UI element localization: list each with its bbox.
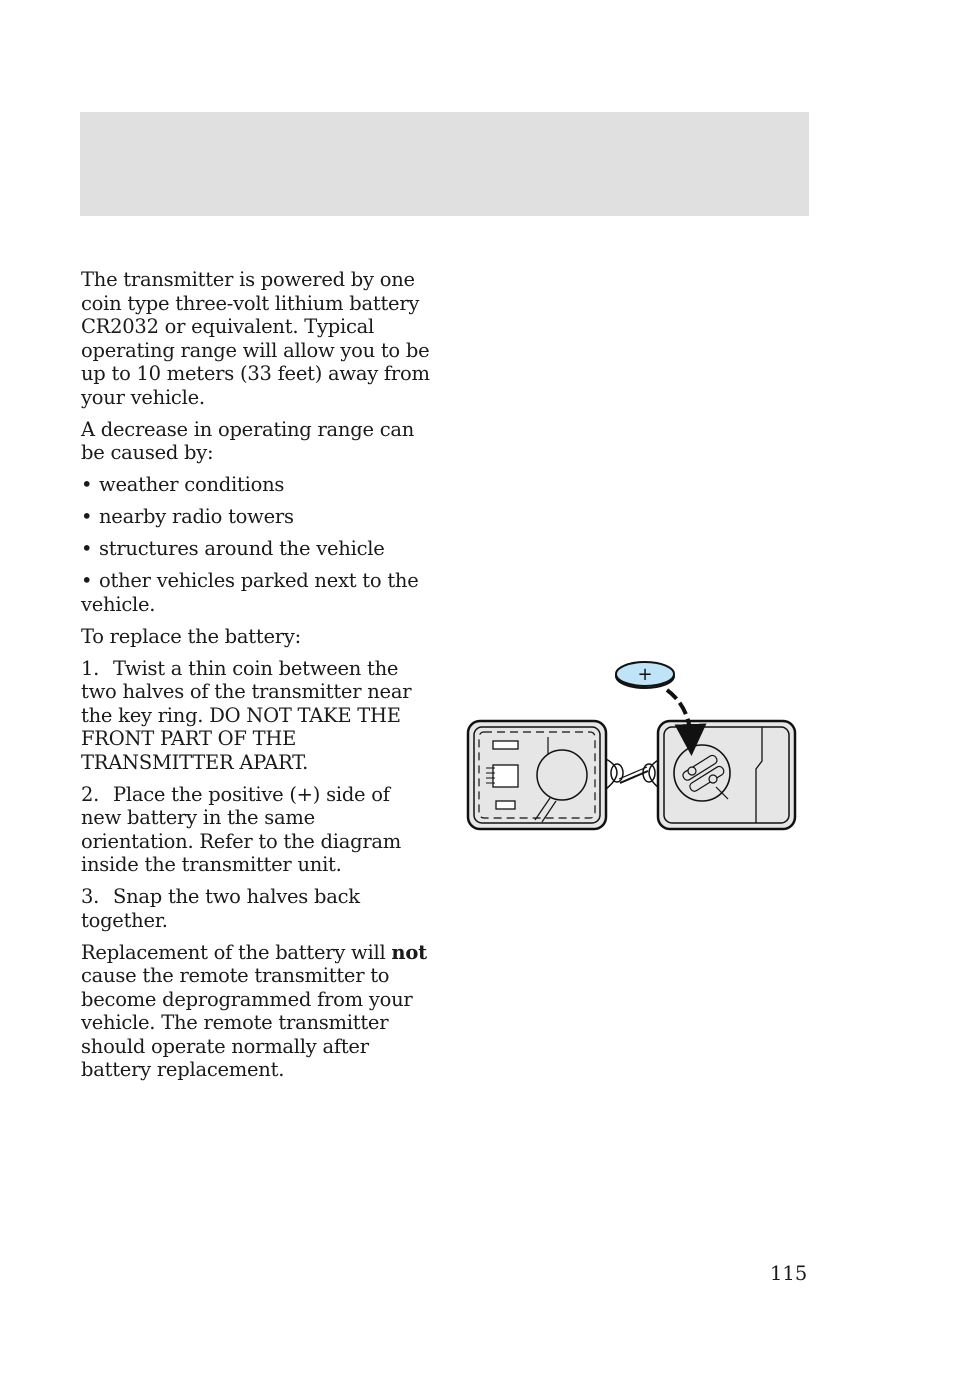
emphasis-not: not — [391, 940, 427, 964]
step-3: 3. Snap the two halves back together. — [81, 885, 360, 932]
bullet-icon: • — [81, 537, 93, 560]
bullet-item: • other vehicles parked next to the vehicle. — [81, 569, 419, 616]
transmitter-front-half — [658, 721, 795, 829]
body-text — [81, 268, 433, 1090]
header-band — [80, 112, 809, 216]
key-ring — [606, 759, 660, 789]
bullet-icon: • — [81, 473, 93, 496]
step-1: 1. Twist a thin coin between the two halves of the transmitter near the key ring. DO NOT TAKE THE FRONT PART OF THE TRANSMITTER APART. — [81, 656, 412, 774]
range-paragraph: A decrease in operating range can be caused by: — [81, 417, 415, 464]
bullet-item: • structures around the vehicle — [81, 537, 385, 560]
intro-paragraph: The transmitter is powered by one coin type three-volt lithium battery CR2032 or equivalent. Typical operating range will allow you to be up to 10 meters (33 feet) away from your vehicle. — [81, 268, 430, 409]
bullet-item: • nearby radio towers — [81, 505, 294, 528]
step-2: 2. Place the positive (+) side of new battery in the same orientation. Refer to the diagram inside the transmitter unit. — [81, 782, 402, 876]
transmitter-diagram — [462, 655, 802, 835]
transmitter-back-half — [468, 721, 606, 829]
bullet-icon: • — [81, 505, 93, 528]
positive-symbol: + — [637, 664, 653, 685]
page-number: 115 — [770, 1262, 808, 1285]
bullet-icon: • — [81, 569, 93, 592]
replace-intro: To replace the battery: — [81, 624, 301, 648]
closing-paragraph: Replacement of the battery will not cause the remote transmitter to become deprogrammed from your vehicle. The remote transmitter should operate normally after battery replacement. — [81, 940, 427, 1081]
coin-battery-icon — [616, 662, 674, 688]
bullet-item: • weather conditions — [81, 473, 285, 496]
